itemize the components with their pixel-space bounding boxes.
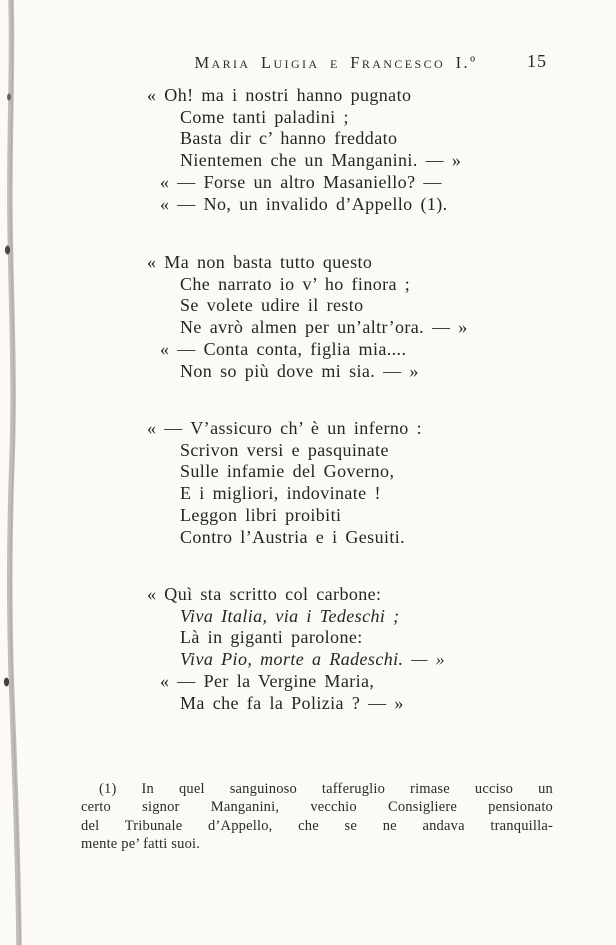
footnote-line: certo signor Manganini, vecchio Consigliere pensionato bbox=[81, 799, 553, 816]
stanza bbox=[147, 85, 580, 215]
footnote-line: mente pe’ fatti suoi. bbox=[81, 835, 201, 852]
poem-line: Se volete udire il resto bbox=[180, 295, 364, 316]
poem-line: Ma che fa la Polizia ? — » bbox=[180, 692, 404, 713]
poem-line: E i migliori, indovinate ! bbox=[180, 483, 381, 504]
stanza bbox=[147, 418, 580, 548]
page-edge-speck bbox=[4, 678, 9, 687]
page-edge-speck bbox=[7, 94, 11, 101]
footnote-line: (1) In quel sanguinoso tafferuglio rimase ucciso un bbox=[99, 781, 553, 797]
poem-line: Leggon libri proibiti bbox=[180, 504, 342, 525]
poem-line: Non so più dove mi sia. — » bbox=[180, 360, 419, 381]
poem-line: « — Conta conta, figlia mia.... bbox=[160, 338, 407, 359]
poem-line: « — V’assicuro ch’ è un inferno : bbox=[147, 418, 422, 438]
poem-line: « Oh! ma i nostri hanno pugnato bbox=[147, 85, 412, 105]
poem-line: « Quì sta scritto col carbone: bbox=[147, 584, 382, 604]
running-header-title: Maria Luigia e Francesco I.º bbox=[194, 53, 478, 72]
poem-line: Sulle infamie del Governo, bbox=[180, 461, 395, 482]
poem-line: « — Forse un altro Masaniello? — bbox=[160, 171, 442, 192]
page-edge-speck bbox=[5, 246, 10, 255]
poem-line: « — Per la Vergine Maria, bbox=[160, 670, 375, 691]
poem-line: « — No, un invalido d’Appello (1). bbox=[160, 193, 448, 214]
poem-line: Viva Pio, morte a Radeschi. — » bbox=[180, 649, 446, 670]
poem-line: Viva Italia, via i Tedeschi ; bbox=[180, 605, 400, 626]
book-binding-crease bbox=[0, 0, 30, 945]
footnote-line: del Tribunale d’Appello, che se ne andava tranquilla- bbox=[81, 817, 553, 834]
stanza bbox=[147, 252, 580, 382]
poem-line: Come tanti paladini ; bbox=[180, 106, 349, 127]
poem-line: « Ma non basta tutto questo bbox=[147, 252, 373, 272]
poem-line: Ne avrò almen per un’altr’ora. — » bbox=[180, 317, 468, 338]
poem-line: Là in giganti parolone: bbox=[180, 627, 363, 648]
page-number: 15 bbox=[527, 51, 547, 71]
poem-line: Contro l’Austria e i Gesuiti. bbox=[180, 526, 406, 547]
poem-line: Basta dir c’ hanno freddato bbox=[180, 128, 398, 149]
poem-line: Nientemen che un Manganini. — » bbox=[180, 150, 462, 171]
footnote bbox=[81, 780, 553, 853]
stanza bbox=[147, 584, 580, 714]
poem-line: Scrivon versi e pasquinate bbox=[180, 439, 389, 460]
poem-line: Che narrato io v’ ho finora ; bbox=[180, 273, 411, 294]
